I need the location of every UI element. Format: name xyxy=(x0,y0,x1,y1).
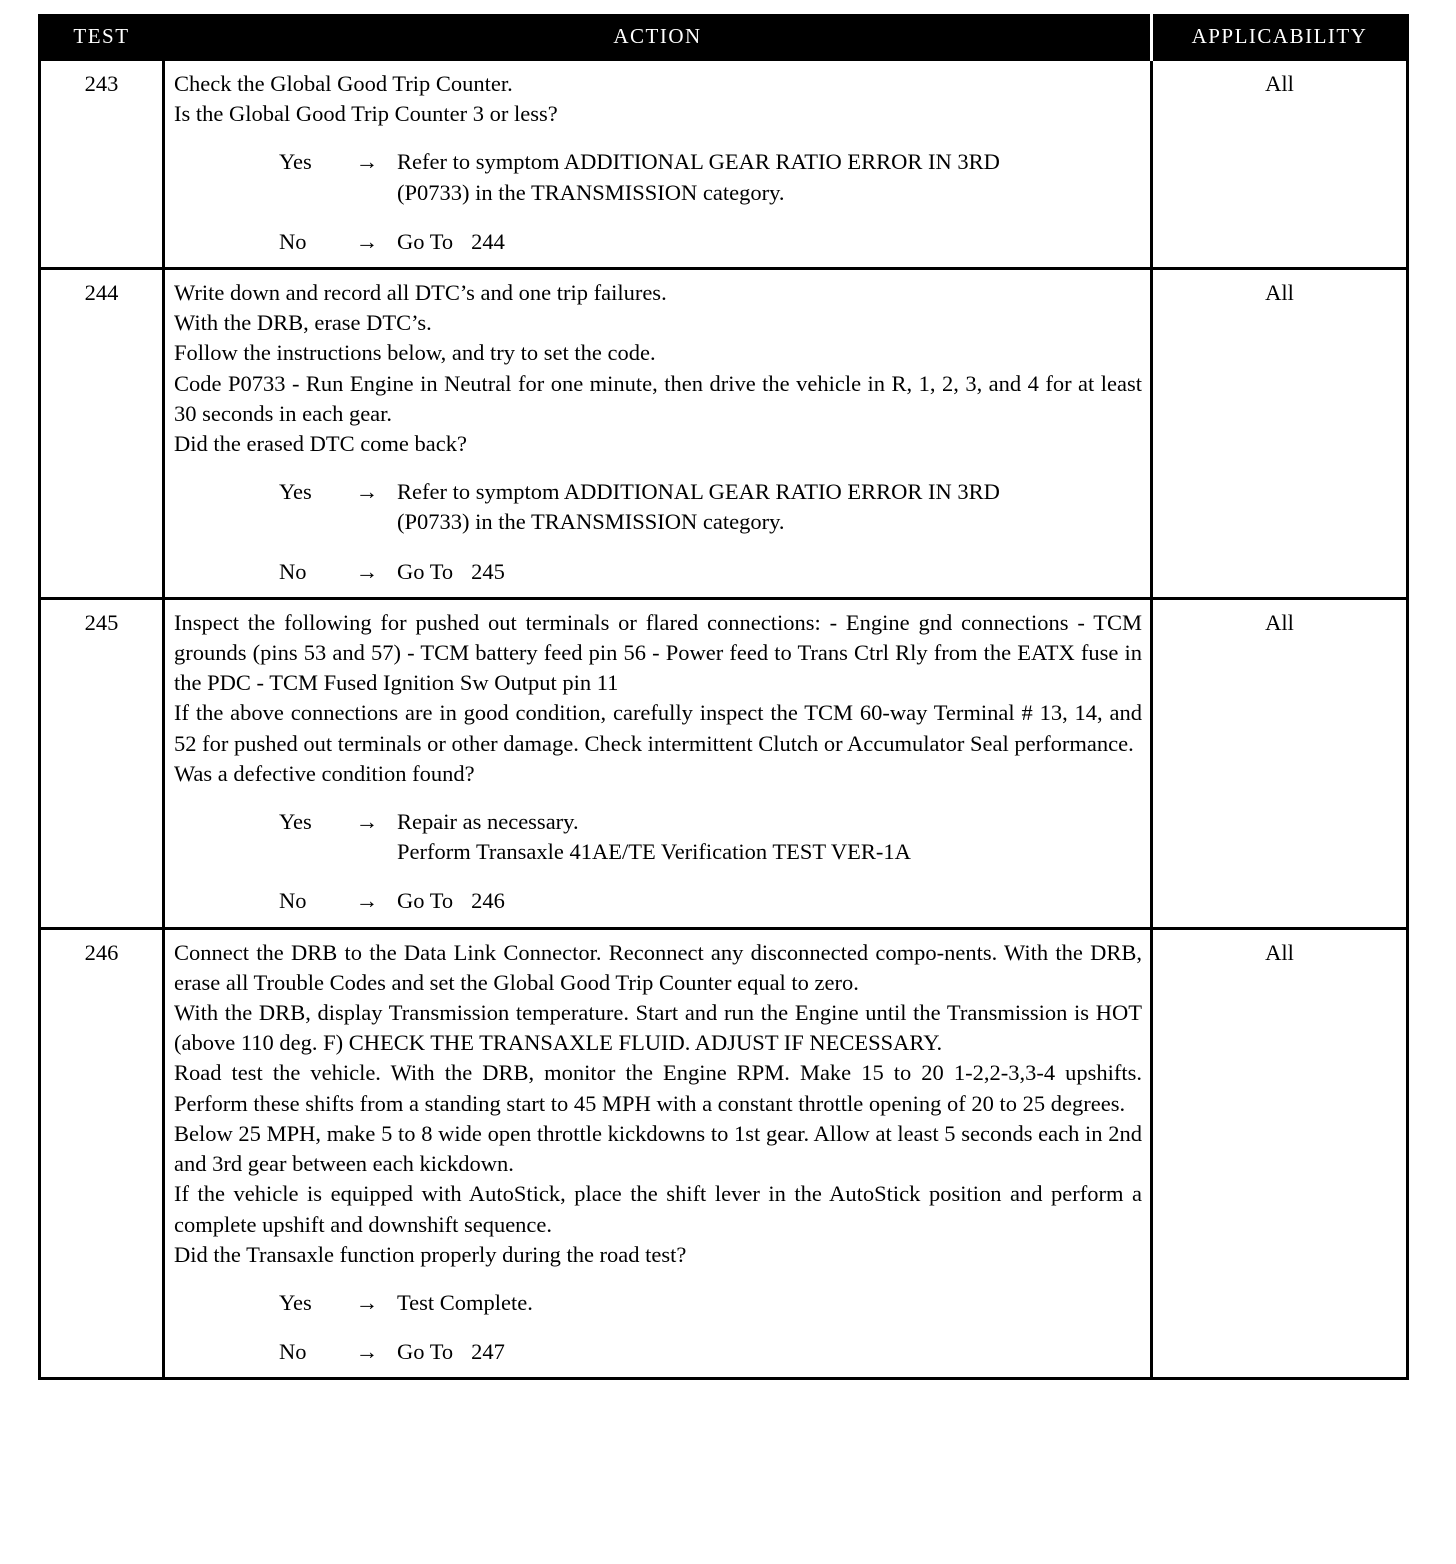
right-arrow-icon: → xyxy=(355,1339,379,1365)
goto-text: Go To xyxy=(397,558,454,584)
instruction-paragraph: Check the Global Good Trip Counter. xyxy=(174,71,513,96)
test-number: 246 xyxy=(40,928,164,1379)
goto-test-number: 245 xyxy=(471,558,505,584)
right-arrow-icon: → xyxy=(355,479,379,505)
header-applicability: APPLICABILITY xyxy=(1152,14,1408,60)
applicability-value: All xyxy=(1152,60,1408,269)
outcome-yes xyxy=(174,477,1142,537)
yes-result-line: (P0733) in the TRANSMISSION category. xyxy=(397,179,785,205)
goto-text: Go To xyxy=(397,888,454,914)
right-arrow-icon: → xyxy=(355,558,379,584)
yes-result xyxy=(397,147,1142,207)
no-result xyxy=(397,1337,1142,1367)
yes-result-line: Refer to symptom ADDITIONAL GEAR RATIO ERROR IN 3RD xyxy=(397,149,1000,175)
action-cell xyxy=(164,598,1152,928)
table-row xyxy=(40,269,1408,599)
instruction-paragraph: Did the Transaxle function properly during the road test? xyxy=(174,1241,687,1267)
no-label: No xyxy=(279,228,307,254)
right-arrow-icon: → xyxy=(355,809,379,835)
yes-label: Yes xyxy=(279,809,312,835)
outcome-no xyxy=(174,227,1142,257)
goto-test-number: 244 xyxy=(471,228,505,254)
instruction-paragraph: Is the Global Good Trip Counter 3 or less? xyxy=(174,101,558,127)
diagnostic-test-table xyxy=(38,14,1409,1380)
instruction-paragraph: Write down and record all DTC’s and one trip failures. xyxy=(174,280,667,306)
yes-result xyxy=(397,1288,1142,1318)
action-instructions xyxy=(174,938,1142,1270)
goto-text: Go To xyxy=(397,1339,454,1365)
applicability-value: All xyxy=(1152,269,1408,599)
header-action: ACTION xyxy=(164,14,1152,60)
instruction-paragraph: Road test the vehicle. With the DRB, monitor the Engine RPM. Make 15 to 20 1-2,2-3,3-4 upshifts. Perform these shifts from a standing start to 45 MPH with a constant throttle opening of 20 to 25 degrees. xyxy=(174,1060,1142,1116)
no-label: No xyxy=(279,888,307,914)
instruction-paragraph: Code P0733 - Run Engine in Neutral for one minute, then drive the vehicle in R, 1, 2, 3, and 4 for at least 30 seconds in each gear. xyxy=(174,370,1142,426)
no-result xyxy=(397,557,1142,587)
yes-result xyxy=(397,807,1142,867)
action-cell xyxy=(164,60,1152,269)
goto-test-number: 246 xyxy=(471,888,505,914)
right-arrow-icon: → xyxy=(355,228,379,254)
table-row xyxy=(40,928,1408,1379)
action-instructions xyxy=(174,608,1142,789)
no-result xyxy=(397,227,1142,257)
instruction-paragraph: With the DRB, erase DTC’s. xyxy=(174,310,432,336)
yes-result xyxy=(397,477,1142,537)
test-number: 243 xyxy=(40,60,164,269)
right-arrow-icon: → xyxy=(355,149,379,175)
yes-result-line: Test Complete. xyxy=(397,1289,533,1315)
goto-test-number: 247 xyxy=(471,1339,505,1365)
no-result xyxy=(397,886,1142,916)
test-number: 244 xyxy=(40,269,164,599)
action-instructions xyxy=(174,69,1142,129)
outcome-yes xyxy=(174,1288,1142,1318)
instruction-paragraph: Did the erased DTC come back? xyxy=(174,431,468,457)
outcome-no xyxy=(174,886,1142,916)
instruction-paragraph: Follow the instructions below, and try to set the code. xyxy=(174,340,656,366)
header-test: TEST xyxy=(40,14,164,60)
instruction-paragraph: Inspect the following for pushed out terminals or flared connections: - Engine gnd connections - TCM grounds (pins 53 and 57) - TCM battery feed pin 56 - Power feed to Trans Ctrl Rly from the EATX fuse in the PDC - TCM Fused Ignition Sw Output pin 11 xyxy=(174,609,1142,696)
right-arrow-icon: → xyxy=(355,888,379,914)
action-cell xyxy=(164,269,1152,599)
table-header-row xyxy=(40,14,1408,60)
yes-result-line: Perform Transaxle 41AE/TE Verification TEST VER-1A xyxy=(397,839,911,865)
instruction-paragraph: If the above connections are in good condition, carefully inspect the TCM 60-way Terminal # 13, 14, and 52 for pushed out terminals or other damage. Check intermittent Clutch or Accumulator Seal performance. xyxy=(174,700,1142,756)
applicability-value: All xyxy=(1152,928,1408,1379)
outcome-no xyxy=(174,1337,1142,1367)
yes-result-line: Repair as necessary. xyxy=(397,809,579,835)
yes-label: Yes xyxy=(279,479,312,505)
no-label: No xyxy=(279,1339,307,1365)
applicability-value: All xyxy=(1152,598,1408,928)
outcome-yes xyxy=(174,147,1142,207)
outcome-yes xyxy=(174,807,1142,867)
table-row xyxy=(40,60,1408,269)
outcome-no xyxy=(174,557,1142,587)
yes-label: Yes xyxy=(279,1289,312,1315)
action-instructions xyxy=(174,278,1142,459)
action-cell xyxy=(164,928,1152,1379)
instruction-paragraph: With the DRB, display Transmission temperature. Start and run the Engine until the Transmission is HOT (above 110 deg. F) CHECK THE TRANSAXLE FLUID. ADJUST IF NECESSARY. xyxy=(174,1000,1142,1056)
yes-label: Yes xyxy=(279,149,312,175)
diagnostic-test-table-page xyxy=(38,14,1406,1380)
test-number: 245 xyxy=(40,598,164,928)
instruction-paragraph: Below 25 MPH, make 5 to 8 wide open throttle kickdowns to 1st gear. Allow at least 5 seconds each in 2nd and 3rd gear between each kickdown. xyxy=(174,1120,1142,1177)
instruction-paragraph: Connect the DRB to the Data Link Connector. Reconnect any disconnected compo-nents. With the DRB, erase all Trouble Codes and set the Global Good Trip Counter equal to zero. xyxy=(174,939,1142,995)
yes-result-line: Refer to symptom ADDITIONAL GEAR RATIO ERROR IN 3RD xyxy=(397,479,1000,505)
no-label: No xyxy=(279,558,307,584)
goto-text: Go To xyxy=(397,228,454,254)
table-row xyxy=(40,598,1408,928)
instruction-paragraph: If the vehicle is equipped with AutoStick, place the shift lever in the AutoStick position and perform a complete upshift and downshift sequence. xyxy=(174,1181,1142,1237)
right-arrow-icon: → xyxy=(355,1289,379,1315)
instruction-paragraph: Was a defective condition found? xyxy=(174,760,475,786)
yes-result-line: (P0733) in the TRANSMISSION category. xyxy=(397,509,785,535)
